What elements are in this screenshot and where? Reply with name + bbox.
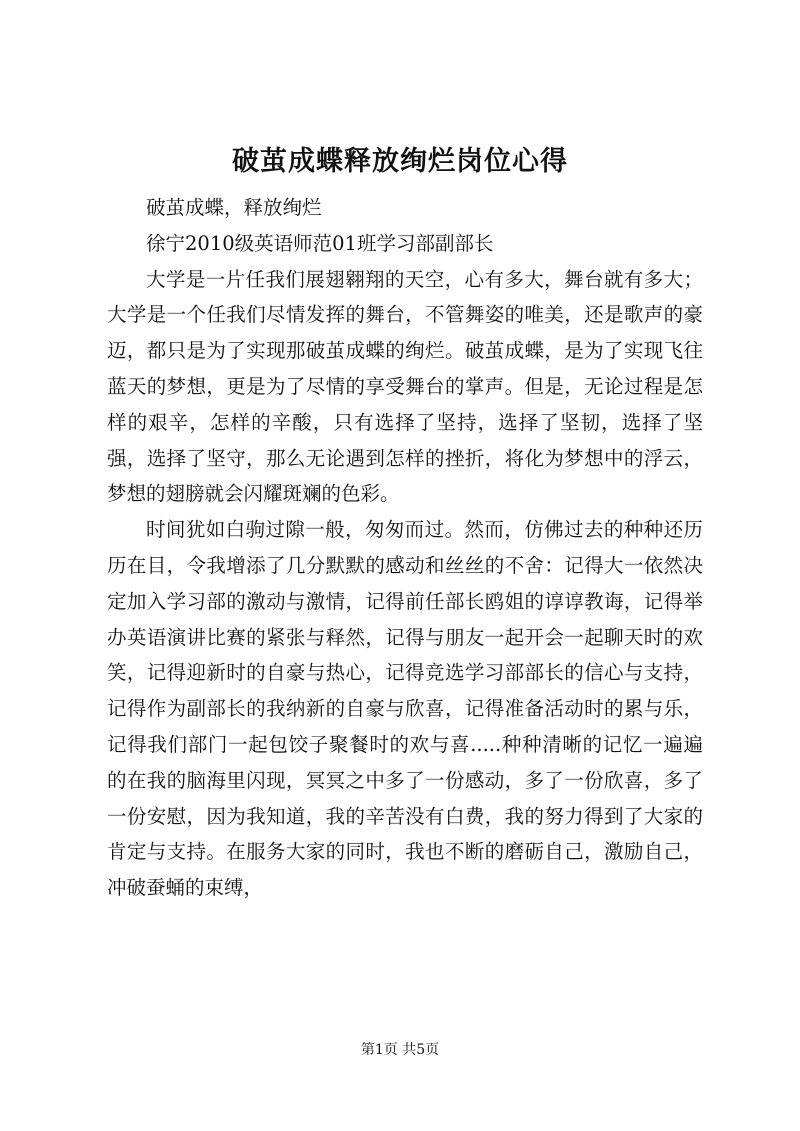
- document-body: [107, 190, 703, 906]
- paragraph-2: 时间犹如白驹过隙一般，匆匆而过。然而，仿佛过去的种种还历历在目，令我增添了几分默默的感动和丝丝的不舍：记得大一依然决定加入学习部的激动与激情，记得前任部长鸥姐的谆谆教诲，记得举办英语演讲比赛的紧张与释然，记得与朋友一起开会一起聊天时的欢笑，记得迎新时的自豪与热心，记得竞选学习部部长的信心与支持，记得作为副部长的我纳新的自豪与欣喜，记得准备活动时的累与乐，记得我们部门一起包饺子聚餐时的欢与喜.....种种清晰的记忆一遍遍的在我的脑海里闪现，冥冥之中多了一份感动，多了一份欣喜，多了一份安慰，因为我知道，我的辛苦没有白费，我的努力得到了大家的肯定与支持。在服务大家的同时，我也不断的磨砺自己，激励自己，冲破蚕蛹的束缚，: [107, 518, 703, 900]
- document-title: 破茧成蝶释放绚烂岗位心得: [232, 146, 568, 177]
- author-line: 徐宁2010级英语师范01班学习部副部长: [146, 231, 494, 255]
- page-footer: 第1页 共5页: [360, 1042, 440, 1058]
- paragraph-1: 大学是一片任我们展翅翱翔的天空，心有多大，舞台就有多大；大学是一个任我们尽情发挥的舞台，不管舞姿的唯美，还是歌声的豪迈，都只是为了实现那破茧成蝶的绚烂。破茧成蝶，是为了实现飞往蓝天的梦想，更是为了尽情的享受舞台的掌声。但是，无论过程是怎样的艰辛，怎样的辛酸，只有选择了坚持，选择了坚韧，选择了坚强，选择了坚守，那么无论遇到怎样的挫折，将化为梦想中的浮云，梦想的翅膀就会闪耀斑斓的色彩。: [107, 267, 703, 506]
- subtitle-line: 破茧成蝶，释放绚烂: [146, 196, 322, 219]
